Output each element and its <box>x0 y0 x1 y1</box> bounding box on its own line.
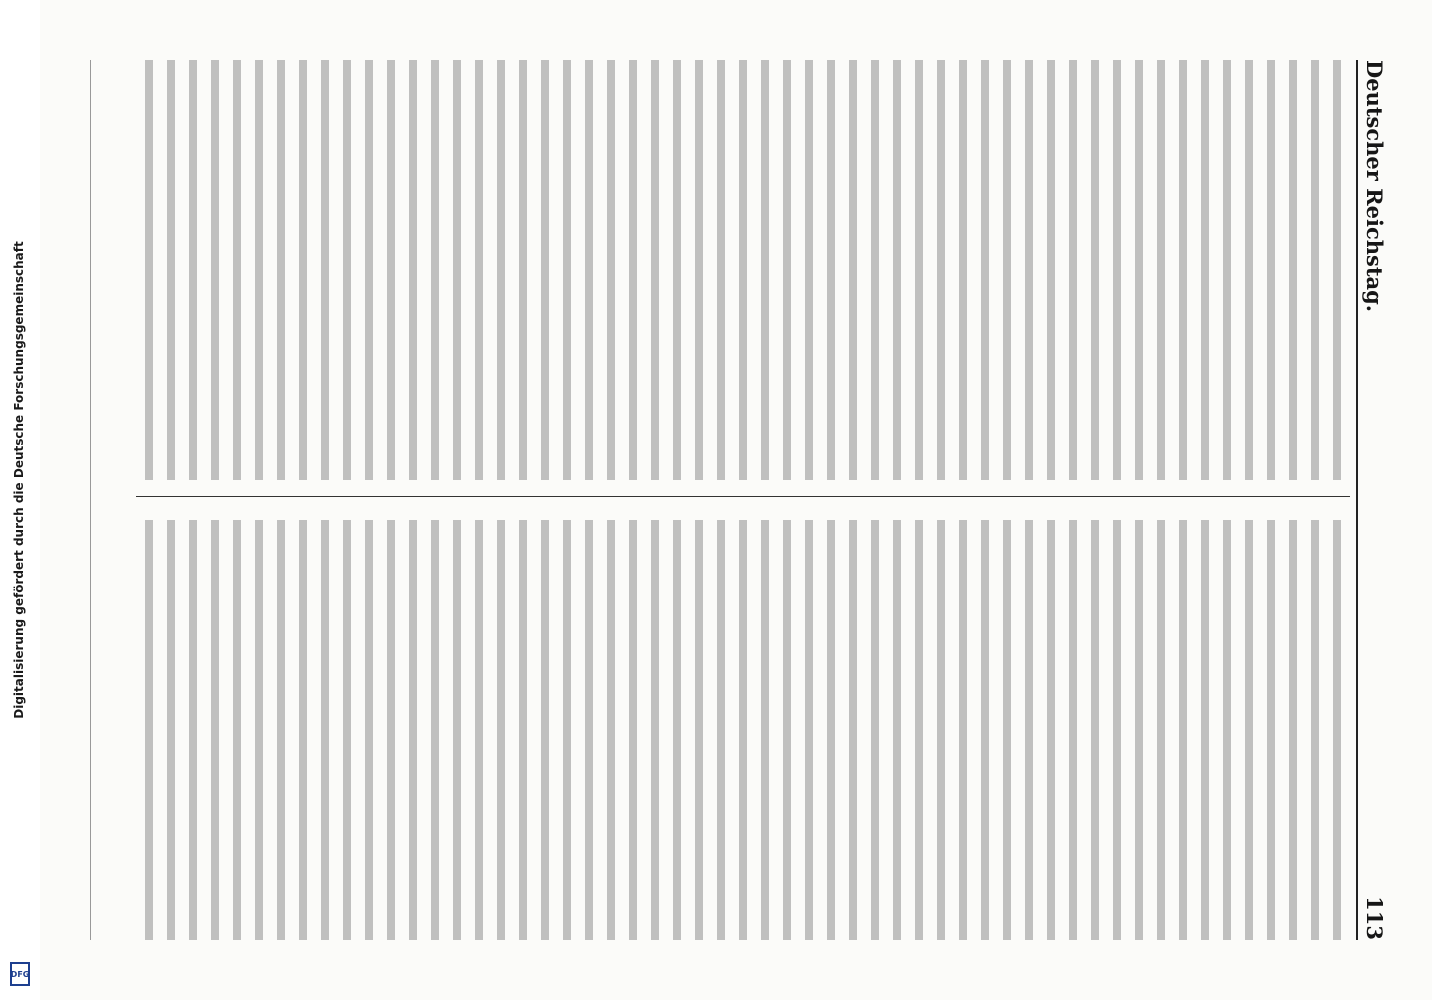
dfg-logo: DFG <box>10 962 30 986</box>
left-column <box>136 60 1350 480</box>
header-title: Deutscher Reichstag. <box>1362 60 1387 313</box>
document-scan <box>40 0 1432 1000</box>
running-header <box>1356 60 1392 940</box>
page-number: 113 <box>1362 896 1387 940</box>
rotated-page <box>66 20 1406 980</box>
funding-sidebar <box>2 0 36 1000</box>
right-column-text-lines <box>136 520 1350 940</box>
column-divider <box>136 496 1350 497</box>
right-column <box>136 520 1350 940</box>
left-column-text-lines <box>136 60 1350 480</box>
page-footer <box>86 60 91 940</box>
funding-note: Digitalisierung gefördert durch die Deutsche Forschungsgemeinschaft <box>12 241 26 719</box>
